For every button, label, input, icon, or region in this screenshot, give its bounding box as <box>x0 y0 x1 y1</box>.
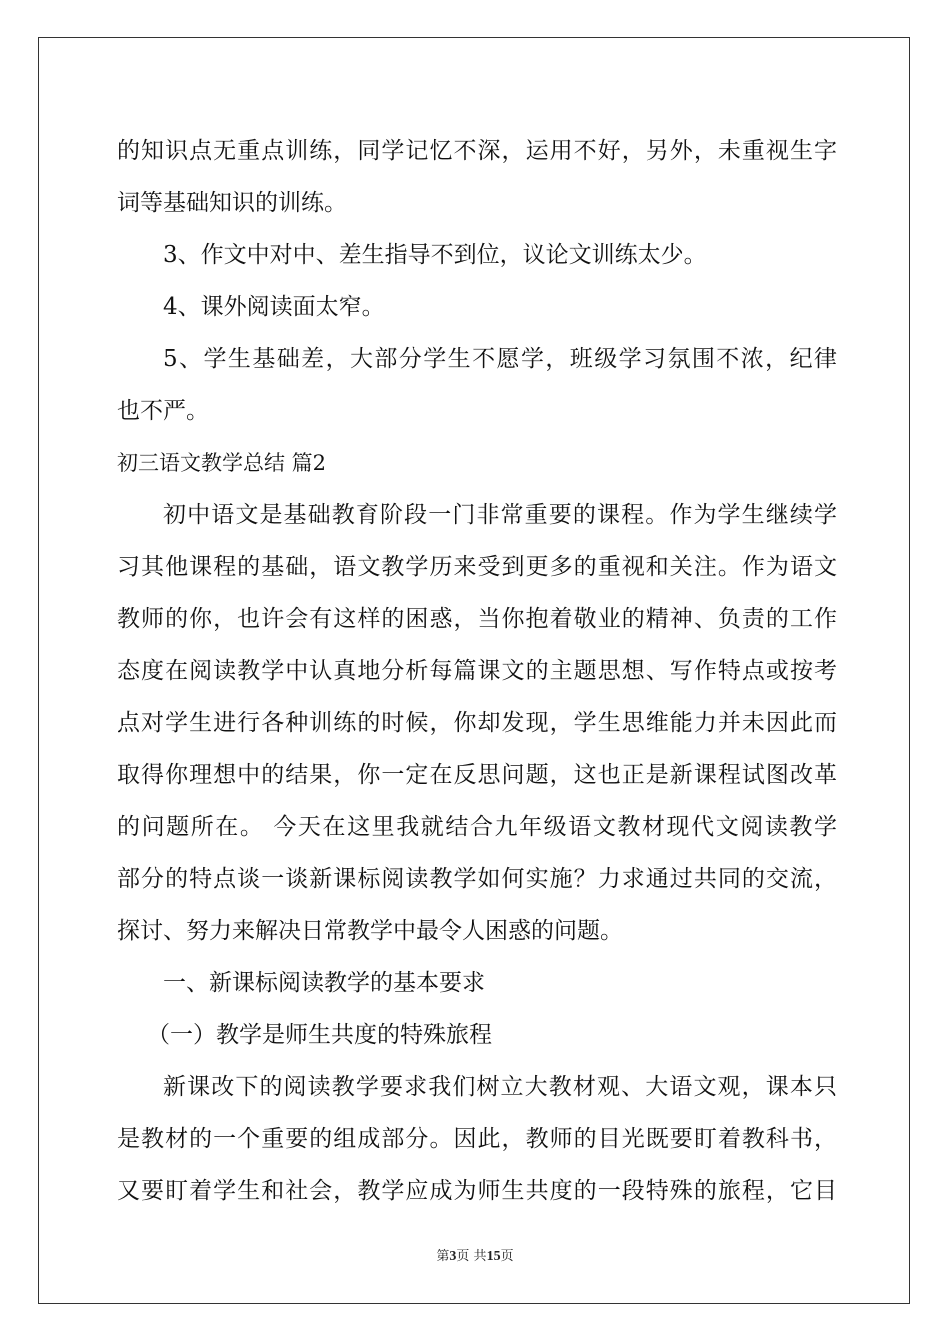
paragraph-line: 探讨、努力来解决日常教学中最令人困惑的问题。 <box>117 918 623 944</box>
current-page-number: 3 <box>449 1249 457 1264</box>
list-item: 4、课外阅读面太窄。 <box>163 294 385 320</box>
footer-prefix: 第 <box>436 1249 450 1264</box>
paragraph-line: 点对学生进行各种训练的时候，你却发现，学生思维能力并未因此而 <box>117 710 837 736</box>
page-footer <box>0 1245 950 1265</box>
paragraph-line: 教师的你，也许会有这样的困惑，当你抱着敬业的精神、负责的工作 <box>117 606 837 632</box>
total-pages-number: 15 <box>486 1249 501 1264</box>
document-body <box>117 125 837 1217</box>
list-item: 5、学生基础差，大部分学生不愿学，班级学习氛围不浓，纪律 <box>163 346 837 372</box>
footer-suffix: 页 <box>500 1249 514 1264</box>
paragraph-line: 初中语文是基础教育阶段一门非常重要的课程。作为学生继续学 <box>163 502 837 528</box>
paragraph-line: 又要盯着学生和社会，教学应成为师生共度的一段特殊的旅程，它目 <box>117 1178 837 1204</box>
paragraph-line: 新课改下的阅读教学要求我们树立大教材观、大语文观，课本只 <box>163 1074 837 1100</box>
paragraph-line: 也不严。 <box>117 398 209 424</box>
paragraph-line: 词等基础知识的训练。 <box>117 190 347 216</box>
paragraph-line: 态度在阅读教学中认真地分析每篇课文的主题思想、写作特点或按考 <box>117 658 837 684</box>
section-title: 初三语文教学总结 篇2 <box>117 451 327 475</box>
paragraph-line: 习其他课程的基础，语文教学历来受到更多的重视和关注。作为语文 <box>117 554 837 580</box>
paragraph-line: 是教材的一个重要的组成部分。因此，教师的目光既要盯着教科书， <box>117 1126 837 1152</box>
paragraph-line: 部分的特点谈一谈新课标阅读教学如何实施？力求通过共同的交流， <box>117 866 837 892</box>
footer-mid: 页 共 <box>456 1249 487 1264</box>
paragraph-line: 取得你理想中的结果，你一定在反思问题，这也正是新课程试图改革 <box>117 762 837 788</box>
list-item: 3、作文中对中、差生指导不到位，议论文训练太少。 <box>163 242 707 268</box>
subheading: 一、新课标阅读教学的基本要求 <box>163 970 485 996</box>
paragraph-line: 的问题所在。 今天在这里我就结合九年级语文教材现代文阅读教学 <box>117 814 837 840</box>
subheading: （一）教学是师生共度的特殊旅程 <box>147 1022 492 1048</box>
paragraph-line: 的知识点无重点训练，同学记忆不深，运用不好，另外，未重视生字 <box>117 138 837 164</box>
